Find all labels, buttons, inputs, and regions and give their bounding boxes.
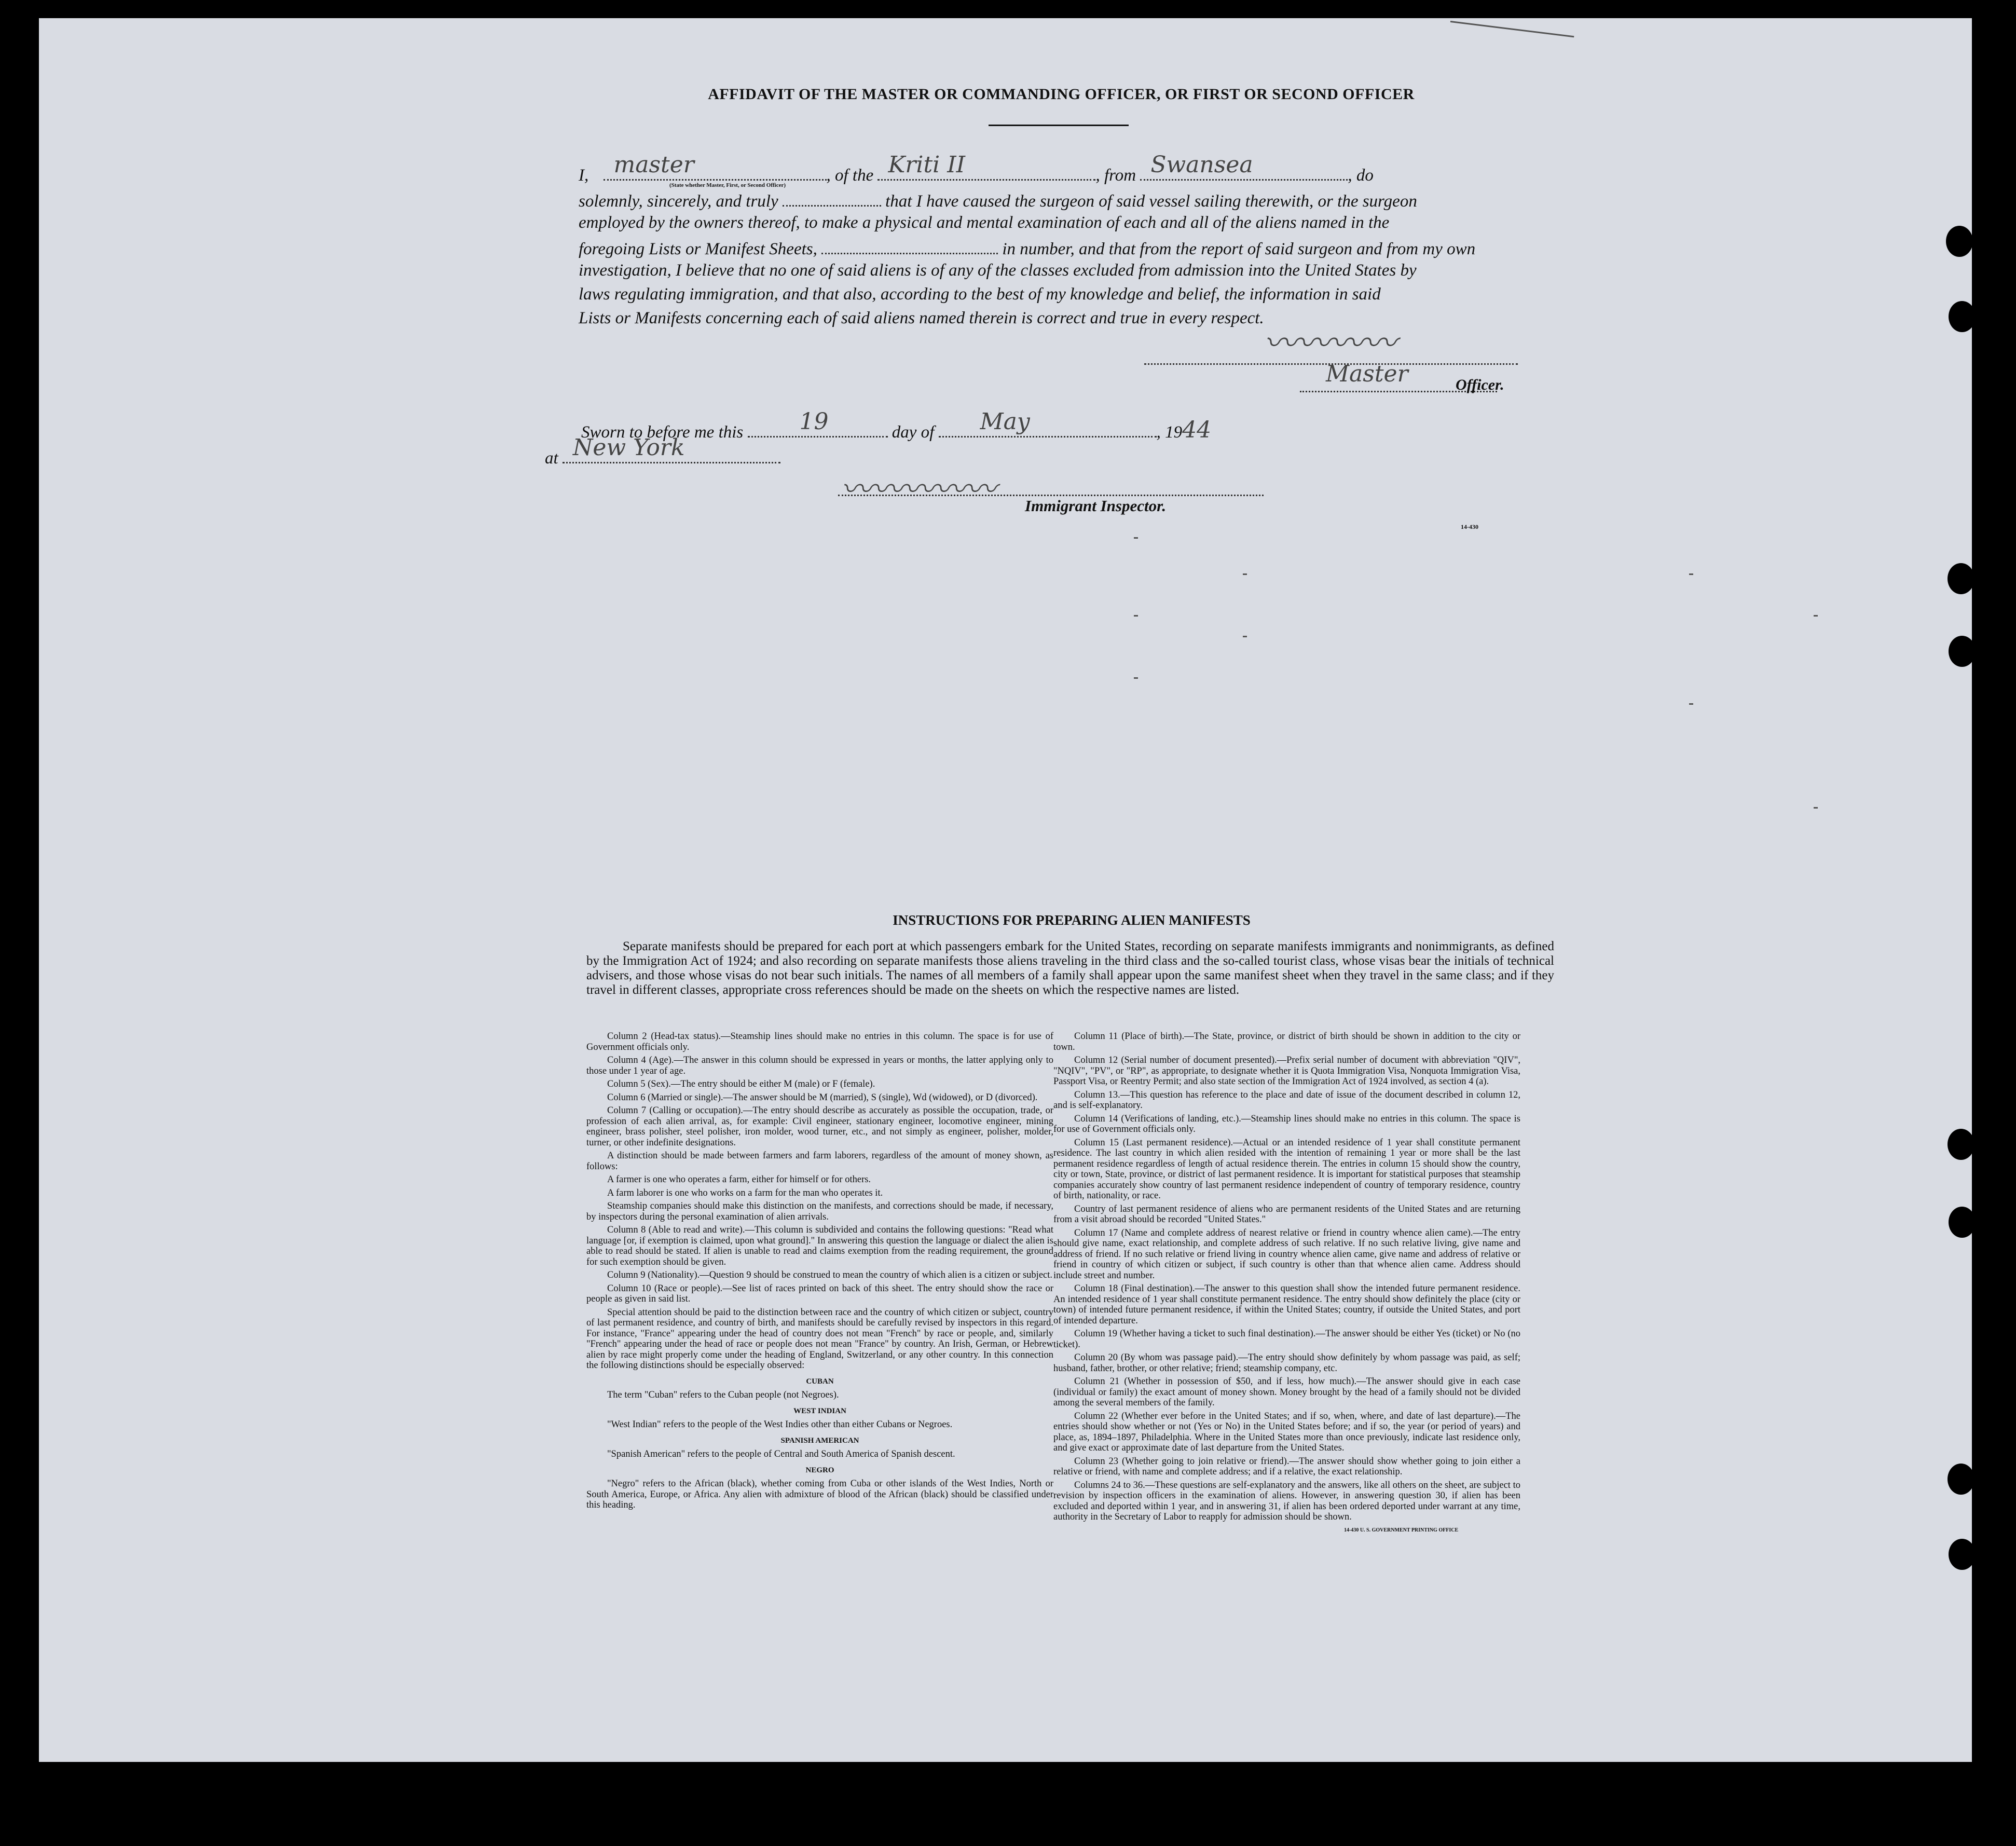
officer-label: Officer. — [1456, 376, 1504, 393]
speck — [1689, 573, 1693, 575]
speck — [1134, 537, 1138, 539]
cuban-definition: The term "Cuban" refers to the Cuban people (not Negroes). — [607, 1390, 839, 1400]
affidavit-line-4b: in number, and that from the report of said surgeon and from my own — [1002, 240, 1476, 258]
affidavit-line-2b: that I have caused the surgeon of said vessel sailing therewith, or the surgeon — [885, 192, 1417, 211]
port-handwriting: Swansea — [1150, 152, 1253, 178]
punch-hole — [1946, 226, 1973, 257]
left-para: Column 8 (Able to read and write).—This column is subdivided and contains the following questions: "Read what language [or, if exemption is claimed, upon what ground]." In answering this question the language or dialect the alien is able to read should be stated. If alien is unable to read and claims exemption from the reading requirement, the ground for such exemption should be given. — [586, 1225, 1053, 1267]
officer-rank-handwriting: Master — [1326, 361, 1408, 387]
left-para: Column 4 (Age).—The answer in this column should be expressed in years or months, the latter applying only to those under 1 year of age. — [586, 1055, 1053, 1076]
ship-field — [877, 152, 1095, 181]
west-indian-definition: "West Indian" refers to the people of the West Indies other than either Cubans or Negroes. — [607, 1419, 953, 1430]
speck — [1814, 615, 1818, 617]
affidavit-line-2a: solemnly, sincerely, and truly — [579, 192, 778, 211]
affidavit-line-4 — [579, 237, 1554, 259]
inspector-label: Immigrant Inspector. — [1025, 497, 1167, 515]
left-para: Column 6 (Married or single).—The answer should be M (married), S (single), Wd (widowed), or D (divorced). — [607, 1092, 1038, 1103]
punch-hole — [1948, 1464, 1974, 1495]
day-field — [748, 408, 888, 437]
right-para: Column 14 (Verifications of landing, etc.).—Steamship lines should make no entries in this column. The space is for use of Government officials only. — [1053, 1113, 1520, 1134]
day-handwriting: 19 — [799, 408, 829, 435]
right-para: Column 18 (Final destination).—The answer to this question shall show the intended future permanent residence. An intended residence of 1 year shall constitute permanent residence. The entry should show definitely the place (city or town) of intended future permanent residence, if within the United States; country, if outside the United States, and port of intended departure. — [1053, 1283, 1520, 1326]
manifest-sheet — [39, 18, 1972, 1762]
rank-subscript: (State whether Master, First, or Second Officer) — [669, 182, 786, 188]
affidavit-line-7: Lists or Manifests concerning each of said aliens named therein is correct and true in every respect. — [579, 309, 1264, 327]
month-handwriting: May — [980, 408, 1030, 435]
punch-hole — [1948, 1129, 1974, 1160]
sworn-text-c: , 19 — [1156, 423, 1183, 442]
affidavit-line-2 — [579, 189, 1554, 211]
left-para: Steamship companies should make this distinction on the manifests, and corrections should be made, if necessary, by inspectors during the personal examination of alien arrivals. — [586, 1201, 1053, 1222]
master-signature: 〰〰〰〰 — [1264, 324, 1396, 363]
month-field — [939, 408, 1157, 437]
negro-definition: "Negro" refers to the African (black), whether coming from Cuba or other islands of the West Indies, North or South America, Europe, or Africa. Any alien with admixture of blood of the African (black) should be classified under this heading. — [586, 1479, 1053, 1510]
punch-hole — [1949, 636, 1976, 667]
affidavit-line-4a: foregoing Lists or Manifest Sheets, — [579, 240, 817, 258]
punch-hole — [1949, 1207, 1976, 1238]
punch-hole — [1949, 1539, 1976, 1570]
truly-field — [783, 189, 881, 207]
speck — [1243, 573, 1247, 575]
affidavit-of-the: , of the — [826, 166, 874, 185]
right-para: Column 15 (Last permanent residence).—Actual or an intended residence of 1 year shall constitute permanent residence. The last country in which alien resided with the intention of remaining 1 year or more shall be the last permanent residence regardless of length of actual residence therein. The entries in column 15 should show the country, city or town, State, province, or district of last permanent residence. It is important for statistical purposes that steamship companies accurately show country of last permanent residence independent of country of temporary residence, country of birth, nationality, or race. — [1053, 1137, 1520, 1201]
speck — [1134, 677, 1138, 679]
negro-heading: NEGRO — [805, 1466, 834, 1474]
place-line — [545, 434, 1520, 468]
affidavit-title: AFFIDAVIT OF THE MASTER OR COMMANDING OFFICER, OR FIRST OR SECOND OFFICER — [708, 86, 1415, 103]
affidavit-i: I, — [579, 166, 589, 185]
rank-field — [604, 152, 827, 181]
speck — [1243, 636, 1247, 637]
rank-handwriting: master — [613, 152, 694, 178]
title-rule — [989, 125, 1129, 126]
left-para: A distinction should be made between farmers and farm laborers, regardless of the amount of money shown, as follows: — [586, 1151, 1053, 1172]
punch-hole — [1948, 563, 1974, 594]
ship-handwriting: Kriti II — [888, 152, 965, 178]
left-para: Column 2 (Head-tax status).—Steamship lines should make no entries in this column. The space is for use of Government officials only. — [586, 1031, 1053, 1052]
affidavit-line-5: investigation, I believe that no one of said aliens is of any of the classes excluded from admission into the United States by — [579, 261, 1417, 280]
port-field — [1140, 152, 1348, 181]
left-para: Special attention should be paid to the distinction between race and the country of which citizen or subject, country of last permanent residence, and country of birth, and manifests should be carefully revised by inspectors in this regard. For instance, "France" appearing under the head of country does not mean "French" by race or people, and, similarly "French" appearing under the head of race or people does not mean "France" by country. An Irish, German, or Hebrew alien by race might properly come under the heading of England, Switzerland, or any other country. In this connection the following distinctions should be especially observed: — [586, 1307, 1053, 1371]
instructions-intro: Separate manifests should be prepared for each port at which passengers embark for the United States, recording on separate manifests immigrants and nonimmigrants, as defined by the Immigration Act of 1924; and also recording on separate manifests those aliens traveling in the third class and the so-called tourist class, whose visas bear the initials of technical advisers, and those whose visas do not bear such initials. The names of all members of a family shall appear upon the same manifest sheet when they travel in the same class; and if they travel in different classes, appropriate cross references should be made on the sheets on which the respective names are listed. — [586, 939, 1554, 997]
affidavit-do: , do — [1348, 166, 1374, 185]
instructions-left-column — [586, 1031, 1053, 1513]
corner-mark — [1450, 21, 1574, 37]
west-indian-heading: WEST INDIAN — [793, 1406, 846, 1415]
right-para: Column 23 (Whether going to join relative or friend).—The answer should show whether going to join either a relative or friend, with name and complete address; and if a relative, the exact relationship. — [1053, 1456, 1520, 1477]
affidavit-line-3: employed by the owners thereof, to make a physical and mental examination of each and all of the aliens named in the — [579, 213, 1390, 232]
right-para: Column 22 (Whether ever before in the United States; and if so, when, where, and date of last departure).—The entries should show whether or not (Yes or No) in the United States before; and if so, the year (or period of years) and place, as, 1894–1897, Philadelphia. Where in the United States more than once previously, indicate last residence only, and give exact or approximate date of last departure from the United States. — [1053, 1411, 1520, 1453]
affidavit-from: , from — [1095, 166, 1136, 185]
inspector-line — [838, 495, 1264, 496]
instructions-right-column — [1053, 1031, 1520, 1536]
sworn-text-a: Sworn to before me this — [581, 423, 744, 442]
at-text: at — [545, 449, 558, 468]
form-number: 14-430 — [1461, 523, 1478, 530]
right-para: Country of last permanent residence of aliens who are permanent residents of the United States and are returning from a visit abroad should be recorded "United States." — [1053, 1204, 1520, 1225]
spanish-american-heading: SPANISH AMERICAN — [780, 1436, 859, 1445]
sworn-text-b: day of — [892, 423, 935, 442]
speck — [1134, 615, 1138, 617]
right-para: Column 11 (Place of birth).—The State, province, or district of birth should be shown in addition to the city or town. — [1053, 1031, 1520, 1052]
year-handwriting: 44 — [1182, 417, 1212, 443]
left-para: A farm laborer is one who works on a farm for the man who operates it. — [607, 1187, 883, 1198]
left-para: Column 10 (Race or people).—See list of races printed on back of this sheet. The entry should show the race or people as given in said list. — [586, 1283, 1053, 1304]
instructions-title: INSTRUCTIONS FOR PREPARING ALIEN MANIFESTS — [893, 912, 1251, 928]
speck — [1689, 703, 1693, 705]
left-para: Column 5 (Sex).—The entry should be either M (male) or F (female). — [607, 1079, 875, 1089]
printing-office-footer: 14-430 U. S. GOVERNMENT PRINTING OFFICE — [1344, 1527, 1459, 1533]
right-para: Column 19 (Whether having a ticket to such final destination).—The answer should be either Yes (ticket) or No (no ticket). — [1053, 1329, 1520, 1350]
left-para: A farmer is one who operates a farm, either for himself or for others. — [607, 1174, 871, 1185]
right-para: Column 17 (Name and complete address of nearest relative or friend in country whence alien came).—The entry should give name, exact relationship, and complete address of such relative. If no such relative living, give name and address of friend. If no such relative or friend living in country whence alien came, give name and address of relative or friend in country of which citizen or subject, if such country is other than that whence alien came. Address should include street and number. — [1053, 1227, 1520, 1281]
right-para: Column 13.—This question has reference to the place and date of issue of the document described in column 12, and is self-explanatory. — [1053, 1089, 1520, 1111]
right-para: Column 21 (Whether in possession of $50, and if less, how much).—The answer should give in each case (individual or family) the exact amount of money shown. Money brought by the head of a family should not be divided among the several members of the family. — [1053, 1376, 1520, 1408]
speck — [1814, 807, 1818, 809]
sworn-line — [581, 408, 1557, 443]
left-para: Column 9 (Nationality).—Question 9 should be construed to mean the country of which alien is a citizen or subject. — [607, 1270, 1053, 1280]
inspector-signature: 〰〰〰〰〰 — [841, 471, 996, 508]
right-para: Column 20 (By whom was passage paid).—The entry should show definitely by whom passage was paid, as self; husband, father, brother, or other relative; friend; steamship company, etc. — [1053, 1352, 1520, 1374]
cuban-heading: CUBAN — [806, 1377, 834, 1386]
number-field — [821, 237, 998, 254]
right-para: Column 12 (Serial number of document presented).—Prefix serial number of document with abbreviation "QIV", "NQIV", "PV", or "RP", as appropriate, to designate whether it is Quota Immigration Visa, Nonquota Immigration Visa, Passport Visa, or Reentry Permit; and also state section of the Immigration Act of 1924 involved, as section 4 (a). — [1053, 1055, 1520, 1087]
spanish-american-definition: "Spanish American" refers to the people of Central and South America of Spanish descent. — [607, 1449, 955, 1459]
place-field — [563, 434, 780, 463]
punch-hole — [1949, 301, 1976, 332]
place-handwriting: New York — [572, 434, 685, 461]
left-para: Column 7 (Calling or occupation).—The entry should describe as accurately as possible the occupation, trade, or profession of each alien arrival, as, for example: Civil engineer, stationary engineer, locomotive engineer, mining engineer, brass polisher, steel polisher, iron molder, wood turner, etc., and not simply as engineer, polisher, molder, turner, or other indefinite designations. — [586, 1105, 1053, 1148]
affidavit-line-6: laws regulating immigration, and that also, according to the best of my knowledge and belief, the information in said — [579, 285, 1381, 304]
right-para: Columns 24 to 36.—These questions are self-explanatory and the answers, like all others on the sheet, are subject to revision by inspection officers in the examination of aliens. However, in answering question 30, if alien has been excluded and deported within 1 year, and in answering 31, if alien has been ordered deported under warrant at any time, authority in the Secretary of Labor to reapply for admission should be shown. — [1053, 1480, 1520, 1522]
